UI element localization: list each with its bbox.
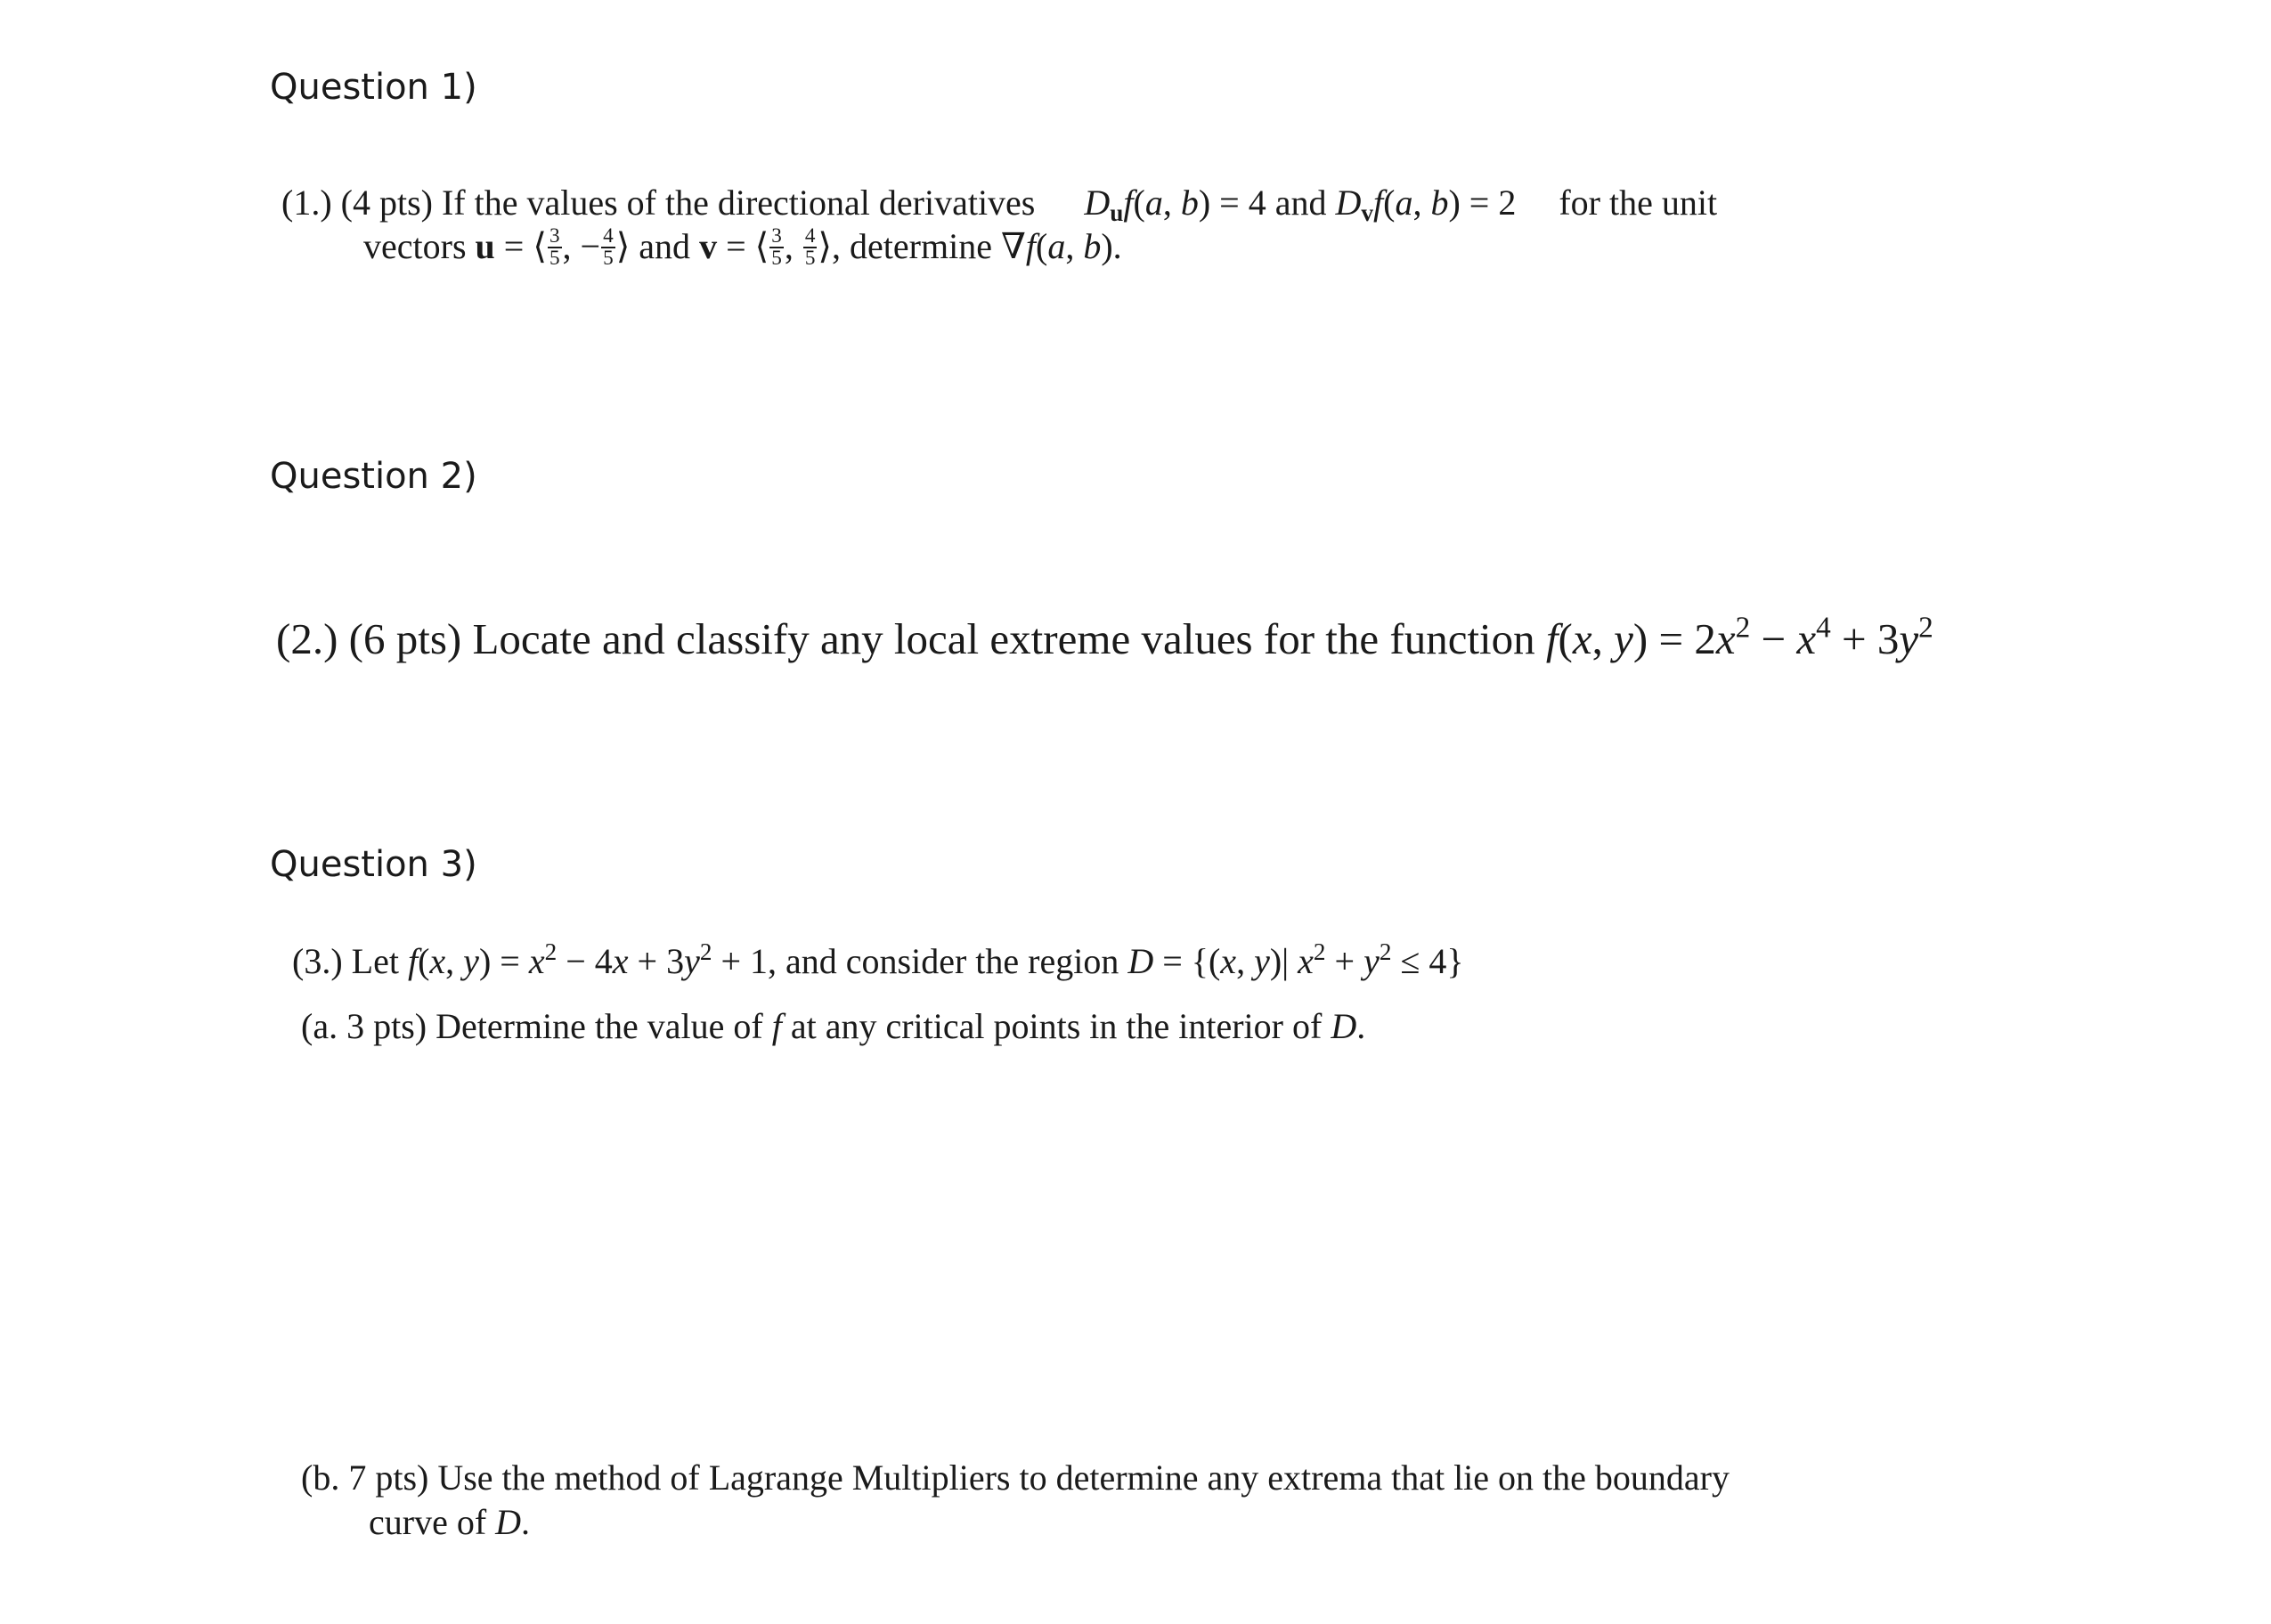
question-3b-label: (b. bbox=[301, 1458, 340, 1498]
question-1-heading: Question 1) bbox=[270, 67, 477, 108]
question-3-line-1 bbox=[292, 938, 1464, 981]
question-3-region: D = {(x, y)| $x^2 + y^2 \le 4$} bbox=[1127, 938, 1464, 981]
question-1-text: If the values of the directional derivatives bbox=[441, 183, 1036, 223]
question-3-part-b-line-1 bbox=[301, 1460, 1730, 1496]
question-1-formula-du: $D_uf(a$, b) = 4 bbox=[1084, 183, 1266, 226]
question-1-vectors-word: vectors bbox=[363, 225, 467, 266]
question-3b-region: D. bbox=[495, 1502, 531, 1542]
question-2-text: Locate and classify any local extreme values for the function bbox=[472, 614, 1535, 663]
question-1-label: (1.) bbox=[281, 183, 332, 223]
question-2-label: (2.) bbox=[276, 614, 338, 663]
question-3-part-a bbox=[301, 1006, 1366, 1046]
question-3a-f: f bbox=[771, 1006, 782, 1046]
question-3b-text: 7 pts) Use the method of Lagrange Multipliers to determine any extrema that lie on the boundary bbox=[348, 1458, 1730, 1498]
question-2-points: (6 pts) bbox=[348, 614, 462, 663]
question-2-heading: Question 2) bbox=[270, 456, 477, 497]
question-3-heading: Question 3) bbox=[270, 844, 477, 885]
question-3-consider-text: , and consider the region bbox=[768, 941, 1119, 981]
question-1-gradient: ∇f(a, b). bbox=[1000, 225, 1122, 266]
question-3a-text: 3 pts) Determine the value of bbox=[346, 1006, 763, 1046]
question-3-label: (3.) bbox=[292, 941, 343, 981]
question-1-points: (4 pts) bbox=[340, 183, 433, 223]
question-3a-region: D. bbox=[1331, 1006, 1366, 1046]
question-1-line-2: vectors u = ⟨ $\frac{3}{5}$ , − $\frac{4}{5}$ ⟩ and v = ⟨ $\frac{3}{5}$ , $\frac{4}{5}$ ⟩, determine ∇f(a, b). bbox=[363, 223, 1122, 271]
question-3-part-b-line-2 bbox=[369, 1502, 531, 1542]
question-1-and-word: and bbox=[639, 225, 691, 266]
question-1-vector-v: v = ⟨ $\frac{3}{5}$ , $\frac{4}{5}$ ⟩ bbox=[699, 223, 833, 271]
question-3-let-word: Let bbox=[351, 941, 399, 981]
question-3b-text-2: curve of bbox=[369, 1502, 487, 1542]
question-3a-label: (a. bbox=[301, 1006, 338, 1046]
question-3a-text-2: at any critical points in the interior of bbox=[790, 1006, 1323, 1046]
question-1-vector-u: u = ⟨ $\frac{3}{5}$ , − $\frac{4}{5}$ ⟩ bbox=[475, 223, 631, 271]
question-3-function: f(x, $y) = x^2 - 4x + 3y^2 + 1$ bbox=[407, 938, 768, 981]
question-1-determine-word: determine bbox=[850, 225, 992, 266]
question-2-function: f(x, $y) = 2x^2 - x^4 + 3y^2$ bbox=[1545, 611, 1933, 663]
question-1-text-tail: for the unit bbox=[1559, 183, 1718, 223]
question-1-line-1: (1.) (4 pts) If the values of the directional derivatives $D_uf(a$, b) = 4 and $D_vf(a$, b) = 2 for the unit bbox=[281, 183, 1718, 226]
question-2-line bbox=[276, 611, 1933, 663]
question-1-formula-dv: $D_vf(a$, b) = 2 bbox=[1335, 183, 1517, 226]
